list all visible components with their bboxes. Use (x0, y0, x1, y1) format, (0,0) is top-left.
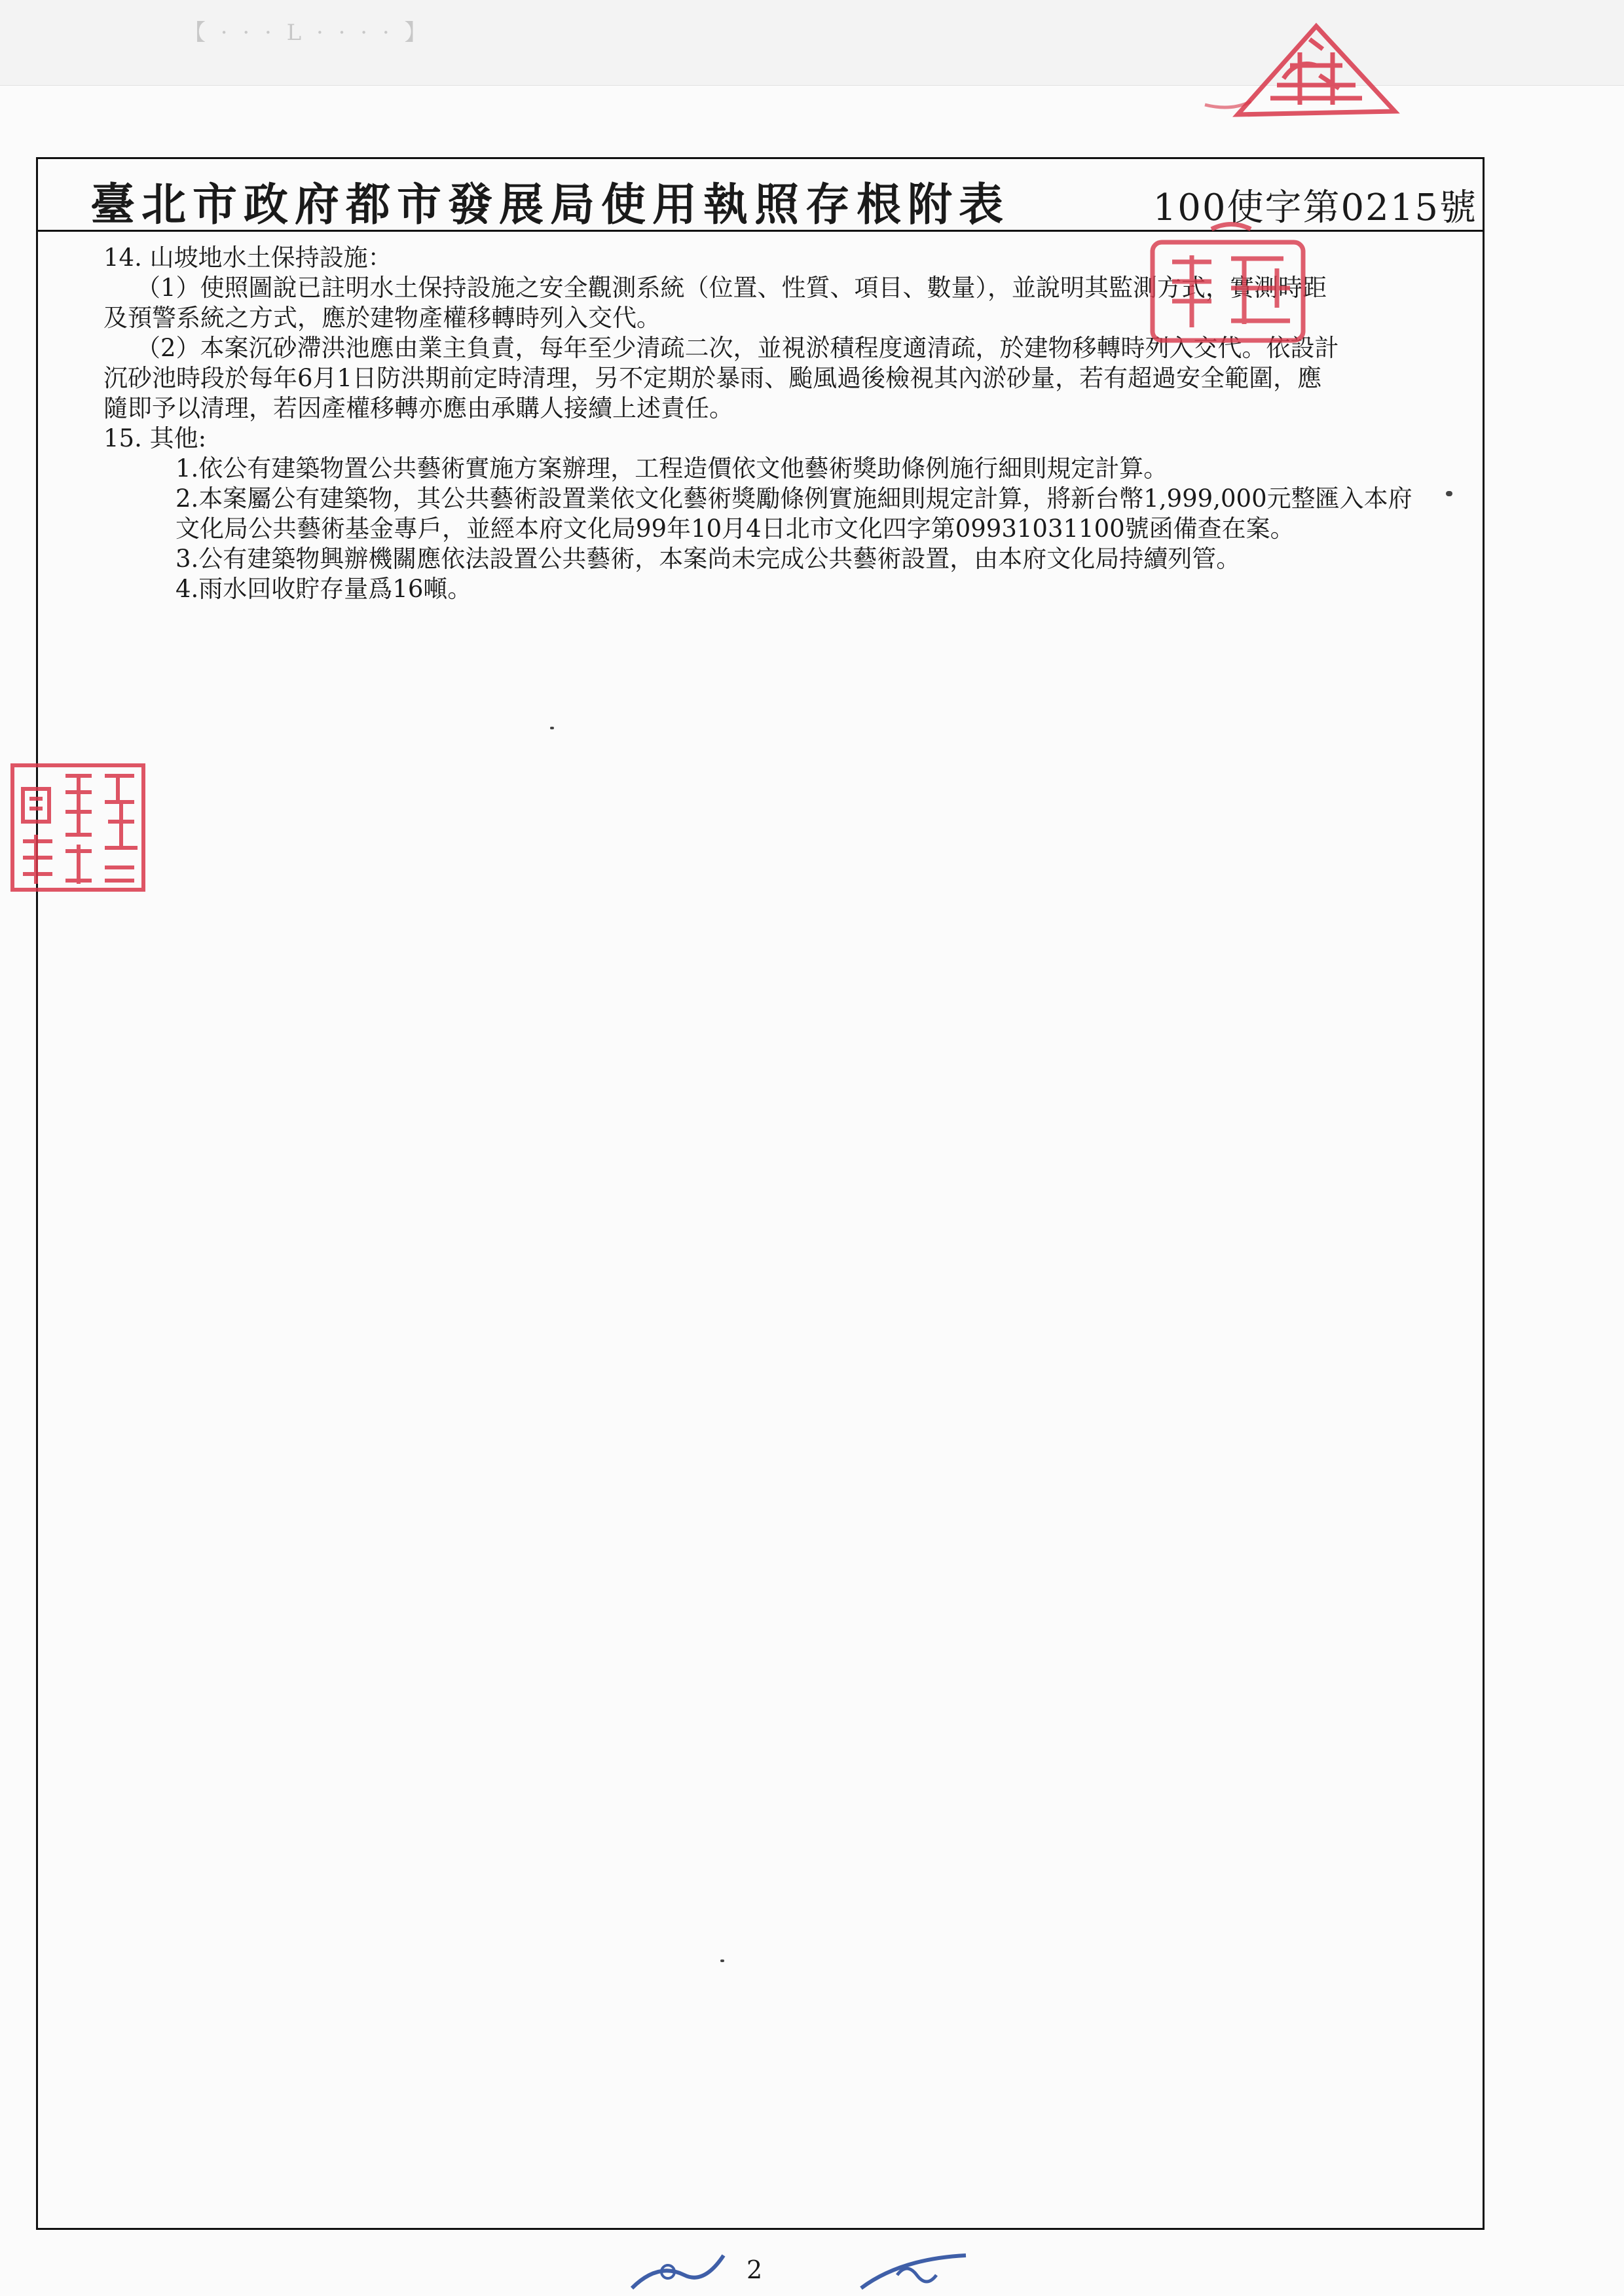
body-line: 2.本案屬公有建築物，其公共藝術設置業依文化藝術獎勵條例實施細則規定計算，將新台幣1,999,000元整匯入本府 (175, 484, 1412, 513)
left-margin-seal-stamp (10, 763, 147, 894)
scan-speck (1446, 491, 1452, 496)
body-line: 1.依公有建築物置公共藝術實施方案辦理，工程造價依文他藝術獎助條例施行細則規定計算。 (175, 454, 1168, 483)
section-title: 山坡地水土保持設施： (149, 244, 392, 272)
scan-speck (550, 727, 554, 729)
section-number: 15. (103, 424, 142, 452)
page-number: 2 (747, 2255, 763, 2284)
body-line: （2）本案沉砂滯洪池應由業主負責，每年至少清疏二次，並視淤積程度適清疏，於建物移轉時列入交代。依設計 (136, 334, 1339, 362)
body-line: （1）使照圖說已註明水土保持設施之安全觀測系統（位置、性質、項目、數量），並說明其監測方式，實測時距 (136, 274, 1327, 302)
bottom-right-blue-stamp (858, 2249, 976, 2291)
body-line: 文化局公共藝術基金專戶，並經本府文化局99年10月4日北市文化四字第09931031100號函備查在案。 (175, 515, 1295, 543)
body-line: 4.雨水回收貯存量爲16噸。 (175, 575, 472, 603)
right-seal-stamp (1146, 216, 1316, 347)
section-title: 其他: (149, 424, 207, 452)
faint-header-text: 【 · · · L · · · · 】 (183, 20, 431, 46)
document-frame (36, 157, 1485, 2230)
body-line: 及預警系統之方式，應於建物產權移轉時列入交代。 (103, 304, 661, 332)
permit-number: 100使字第0215號 (1153, 187, 1477, 229)
body-line: 沉砂池時段於每年6月1日防洪期前定時清理，另不定期於暴雨、颱風過後檢視其內淤砂量，若有超過安全範圍，應 (103, 364, 1322, 392)
top-seal-stamp (1198, 13, 1441, 118)
section-number: 14. (103, 244, 142, 272)
body-line: 隨即予以清理，若因產權移轉亦應由承購人接續上述責任。 (103, 394, 733, 422)
section-15-heading (103, 424, 1472, 454)
document-title: 臺北市政府都市發展局使用執照存根附表 (90, 179, 1010, 231)
body-line: 3.公有建築物興辦機關應依法設置公共藝術，本案尚未完成公共藝術設置，由本府文化局持續列管。 (175, 545, 1241, 573)
scan-speck (720, 1959, 724, 1962)
bottom-left-blue-stamp (629, 2252, 733, 2291)
